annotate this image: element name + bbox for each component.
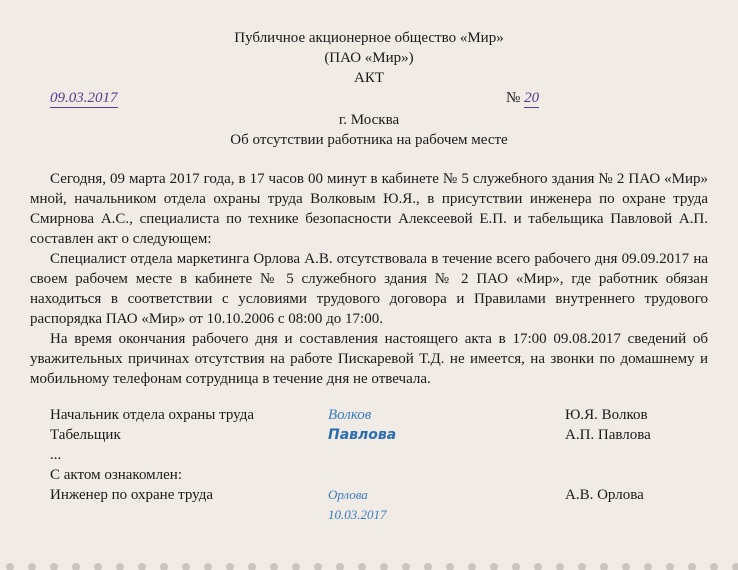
perforation-dot (600, 563, 608, 570)
perforation-dot (160, 563, 168, 570)
signature-name: Ю.Я. Волков (565, 407, 648, 423)
act-date (50, 88, 118, 108)
paragraph-2: Специалист отдела маркетинга Орлова А.В. отсутствовала в течение всего рабочего дня 09.09.2017 на своем рабочем месте в кабинете № 5 служебного здания № 2 ПАО «Мир», где работник обязан находиться в соответствии с условиями трудового договора и Правилами внутреннего трудового распорядка ПАО «Мир» от 10.10.2006 с 08:00 до 17:00. (30, 251, 708, 327)
perforation-dot (94, 563, 102, 570)
perforation-dot (358, 563, 366, 570)
perforation-dot (622, 563, 630, 570)
acknowledgement-row (50, 465, 710, 485)
perforation-dot (270, 563, 278, 570)
handwritten-signature: Волков (328, 407, 372, 423)
perforation-dot (424, 563, 432, 570)
perforation-dot (292, 563, 300, 570)
perforation-dot (402, 563, 410, 570)
perforated-edge (0, 561, 738, 570)
perforation-dot (226, 563, 234, 570)
perforation-dot (578, 563, 586, 570)
perforation-dot (116, 563, 124, 570)
signature-role: Начальник отдела охраны труда (50, 407, 255, 423)
ellipsis-row (50, 445, 710, 465)
perforation-dot (468, 563, 476, 570)
act-number (506, 88, 539, 108)
perforation-dot (710, 563, 718, 570)
city: г. Москва (338, 112, 400, 128)
paragraph-3: На время окончания рабочего дня и составления настоящего акта в 17:00 09.08.2017 сведений об уважительных причинах отсутствия на работе Пискаревой Т.Д. не имеется, на звонки по домашнему и мобильному телефонам сотрудница в течение дня не отвечала. (30, 331, 708, 387)
signature-name: А.В. Орлова (565, 487, 644, 503)
document-type: АКТ (354, 70, 384, 86)
act-subject: Об отсутствии работника на рабочем месте (230, 132, 508, 148)
paragraph-1: Сегодня, 09 марта 2017 года, в 17 часов 00 минут в кабинете № 5 служебного здания № 2 ПАО «Мир» мной, начальником отдела охраны труда Волковым Ю.Я., в присутствии инженера по охране труда Смирнова А.С., специалиста по технике безопасности Алексеевой Е.П. и табельщика Павловой А.П. составлен акт о следующем: (30, 171, 708, 247)
handwritten-signature-date: 10.03.2017 (328, 507, 387, 522)
perforation-dot (248, 563, 256, 570)
perforation-dot (688, 563, 696, 570)
perforation-dot (28, 563, 36, 570)
perforation-dot (72, 563, 80, 570)
act-date-value: 09.03.2017 (50, 90, 118, 106)
handwritten-signature: Павлова (328, 427, 397, 443)
signature-role: Инженер по охране труда (50, 487, 214, 503)
signature-row-head-of-safety (50, 405, 710, 425)
perforation-dot (314, 563, 322, 570)
perforation-dot (534, 563, 542, 570)
perforation-dot (182, 563, 190, 570)
perforation-dot (666, 563, 674, 570)
handwritten-signature: Орлова (328, 487, 368, 502)
signature-row-timekeeper (50, 425, 710, 445)
ellipsis: ... (50, 447, 62, 463)
perforation-dot (644, 563, 652, 570)
perforation-dot (556, 563, 564, 570)
perforation-dot (446, 563, 454, 570)
perforation-dot (50, 563, 58, 570)
org-short-name: (ПАО «Мир») (324, 50, 414, 66)
perforation-dot (336, 563, 344, 570)
signature-name: А.П. Павлова (565, 427, 651, 443)
perforation-dot (732, 563, 738, 570)
org-name: Публичное акционерное общество «Мир» (234, 30, 504, 46)
perforation-dot (138, 563, 146, 570)
signature-date-row (50, 505, 710, 525)
perforation-dot (204, 563, 212, 570)
signature-role: Табельщик (50, 427, 121, 443)
perforation-dot (380, 563, 388, 570)
perforation-dot (6, 563, 14, 570)
act-number-value: 20 (524, 90, 540, 106)
act-number-label: № (506, 90, 521, 106)
acknowledgement-label: С актом ознакомлен: (50, 467, 182, 483)
signature-row-safety-engineer (50, 485, 710, 505)
perforation-dot (512, 563, 520, 570)
perforation-dot (490, 563, 498, 570)
